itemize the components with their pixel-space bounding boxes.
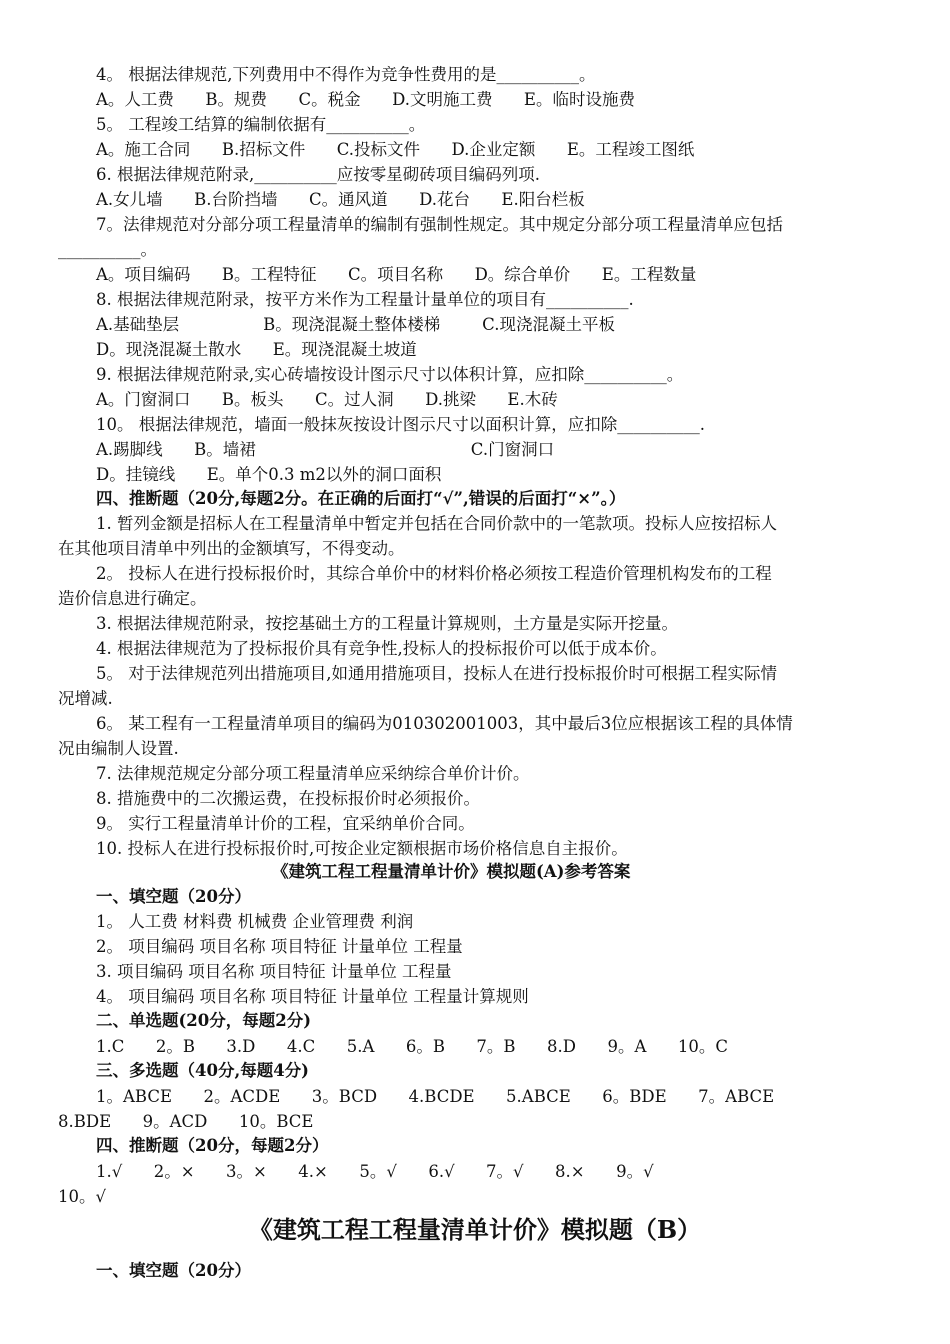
section-heading: 四、推断题（20分，每题2分） [96, 1136, 329, 1155]
section-heading: 四、推断题（20分,每题2分。在正确的后面打“√”,错误的后面打“×”。） [96, 489, 626, 508]
text-line: A.基础垫层 B。现浇混凝土整体楼梯 C.现浇混凝土平板 [96, 315, 615, 334]
section-title: 《建筑工程工程量清单计价》模拟题（B） [248, 1215, 702, 1244]
text-line: 造价信息进行确定。 [58, 589, 207, 608]
text-line: 8. 根据法律规范附录，按平方米作为工程量计量单位的项目有__________. [96, 290, 634, 309]
text-line: 1.C 2。B 3.D 4.C 5.A 6。B 7。B 8.D 9。A 10。C [96, 1037, 728, 1056]
text-line: 1。 人工费 材料费 机械费 企业管理费 利润 [96, 912, 414, 931]
text-line: D。现浇混凝土散水 E。现浇混凝土坡道 [96, 340, 417, 359]
text-line: 6. 根据法律规范附录,__________应按零星砌砖项目编码列项. [96, 165, 540, 184]
text-line: 在其他项目清单中列出的金额填写，不得变动。 [58, 539, 405, 558]
text-line: A。人工费 B。规费 C。税金 D.文明施工费 E。临时设施费 [96, 90, 635, 109]
section-heading: 一、填空题（20分） [96, 887, 251, 906]
text-line: A。项目编码 B。工程特征 C。项目名称 D。综合单价 E。工程数量 [96, 265, 697, 284]
text-line: 5。 工程竣工结算的编制依据有__________。 [96, 115, 426, 134]
text-line: 9。 实行工程量清单计价的工程，宜采纳单价合同。 [96, 814, 475, 833]
text-line: 8.BDE 9。ACD 10。BCE [58, 1112, 314, 1131]
text-line: 1.√ 2。× 3。× 4.× 5。√ 6.√ 7。√ 8.× 9。√ [96, 1162, 654, 1181]
section-heading: 《建筑工程工程量清单计价》模拟题(A)参考答案 [272, 862, 631, 881]
text-line: 1. 暂列金额是招标人在工程量清单中暂定并包括在合同价款中的一笔款项。投标人应按招标人 [96, 514, 777, 533]
text-line: 10。√ [58, 1187, 107, 1206]
text-line: A。施工合同 B.招标文件 C.投标文件 D.企业定额 E。工程竣工图纸 [96, 140, 695, 159]
text-line: 1。ABCE 2。ACDE 3。BCD 4.BCDE 5.ABCE 6。BDE 7。ABCE [96, 1087, 775, 1106]
text-line: D。挂镜线 E。单个0.3 m2以外的洞口面积 [96, 465, 442, 484]
text-line: 7. 法律规范规定分部分项工程量清单应采纳综合单价计价。 [96, 764, 530, 783]
text-line: 况增减. [58, 689, 113, 708]
text-line: A。门窗洞口 B。板头 C。过人洞 D.挑梁 E.木砖 [96, 390, 558, 409]
text-line: 8. 措施费中的二次搬运费，在投标报价时必须报价。 [96, 789, 480, 808]
text-line: 10. 投标人在进行投标报价时,可按企业定额根据市场价格信息自主报价。 [96, 839, 628, 858]
text-line: 3. 项目编码 项目名称 项目特征 计量单位 工程量 [96, 962, 452, 981]
text-line: 3. 根据法律规范附录，按挖基础土方的工程量计算规则，土方量是实际开挖量。 [96, 614, 678, 633]
text-line: 4. 根据法律规范为了投标报价具有竞争性,投标人的投标报价可以低于成本价。 [96, 639, 667, 658]
section-heading: 二、单选题(20分，每题2分) [96, 1011, 312, 1030]
section-heading: 三、多选题（40分,每题4分) [96, 1061, 309, 1080]
text-line: 7。法律规范对分部分项工程量清单的编制有强制性规定。其中规定分部分项工程量清单应包括 [96, 215, 783, 234]
text-line: A.女儿墙 B.台阶挡墙 C。通风道 D.花台 E.阳台栏板 [96, 190, 585, 209]
text-line: __________。 [58, 240, 157, 259]
text-line: 4。 项目编码 项目名称 项目特征 计量单位 工程量计算规则 [96, 987, 529, 1006]
text-line: 10。 根据法律规范，墙面一般抹灰按设计图示尺寸以面积计算，应扣除__________. [96, 415, 705, 434]
text-line: 2。 投标人在进行投标报价时，其综合单价中的材料价格必须按工程造价管理机构发布的工程 [96, 564, 772, 583]
text-line: 6。 某工程有一工程量清单项目的编码为010302001003，其中最后3位应根据该工程的具体情 [96, 714, 793, 733]
text-line: 9. 根据法律规范附录,实心砖墙按设计图示尺寸以体积计算，应扣除__________。 [96, 365, 684, 384]
text-line: 4。 根据法律规范,下列费用中不得作为竞争性费用的是__________。 [96, 65, 596, 84]
section-heading: 一、填空题（20分） [96, 1261, 251, 1280]
text-line: 2。 项目编码 项目名称 项目特征 计量单位 工程量 [96, 937, 463, 956]
text-line: 5。 对于法律规范列出措施项目,如通用措施项目，投标人在进行投标报价时可根据工程实际情 [96, 664, 777, 683]
text-line: 况由编制人设置. [58, 739, 179, 758]
text-line: A.踢脚线 B。墙裙 C.门窗洞口 [96, 440, 555, 459]
